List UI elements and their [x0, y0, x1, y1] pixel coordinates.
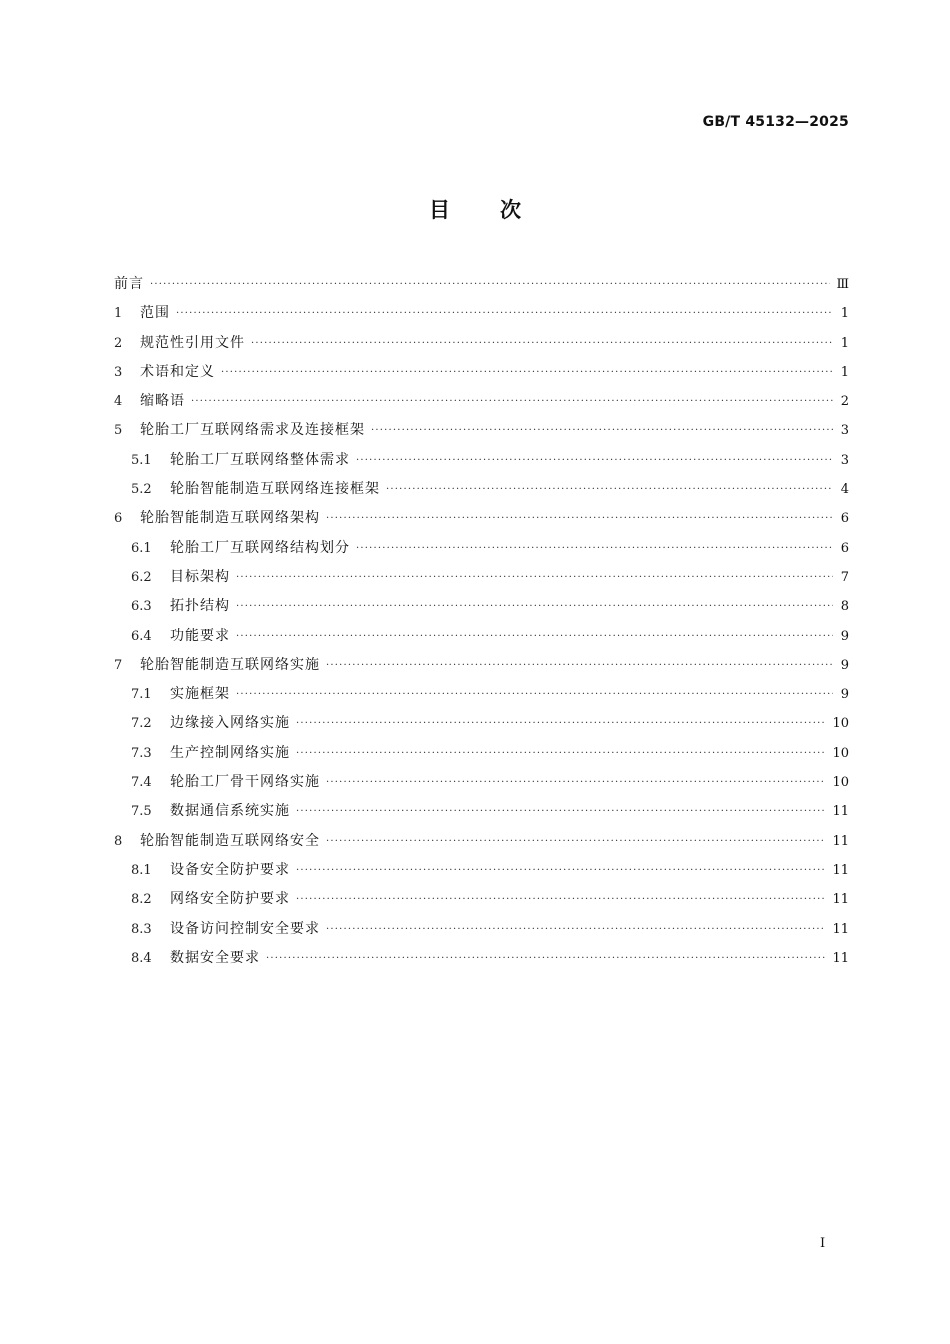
toc-entry-number: 7.4 [131, 775, 152, 791]
toc-entry-label: 边缘接入网络实施 [170, 715, 290, 732]
toc-entry-label: 拓扑结构 [170, 598, 230, 615]
toc-dot-leader [251, 329, 833, 358]
toc-entry-page: 3 [840, 452, 849, 468]
toc-entry-page: 6 [840, 540, 849, 556]
toc-entry[interactable] [114, 915, 849, 944]
page-title: 目次 [429, 198, 571, 222]
toc-entry-page: 1 [840, 306, 849, 322]
toc-entry[interactable] [114, 739, 849, 768]
toc-entry[interactable] [114, 885, 849, 914]
toc-entry-number: 2 [114, 335, 123, 351]
toc-dot-leader [221, 358, 833, 387]
toc-entry[interactable] [114, 651, 849, 680]
toc-entry[interactable] [114, 827, 849, 856]
toc-entry-number: 5 [114, 423, 123, 439]
toc-entry-label: 设备安全防护要求 [170, 861, 290, 878]
toc-entry-page: 9 [840, 657, 849, 673]
toc-entry-page: 10 [832, 716, 849, 732]
toc-entry-number: 8.4 [131, 950, 152, 966]
toc-entry-number: 8.2 [131, 892, 152, 908]
toc-entry-label: 目标架构 [170, 568, 230, 585]
toc-entry-label: 设备访问控制安全要求 [170, 920, 320, 937]
toc-dot-leader [356, 446, 833, 475]
toc-entry-number: 6.1 [131, 540, 152, 556]
toc-entry-number: 6 [114, 511, 123, 527]
toc-entry-label: 轮胎智能制造互联网络架构 [140, 510, 320, 527]
toc-entry[interactable] [114, 768, 849, 797]
toc-dot-leader [296, 856, 826, 885]
toc-entry[interactable] [114, 592, 849, 621]
toc-entry[interactable] [114, 270, 849, 299]
toc-entry[interactable] [114, 358, 849, 387]
toc-dot-leader [356, 534, 833, 563]
toc-dot-leader [236, 680, 833, 709]
table-of-contents [114, 270, 849, 973]
toc-dot-leader [176, 299, 833, 328]
standard-code: GB/T 45132—2025 [702, 114, 849, 130]
toc-dot-leader [326, 651, 833, 680]
toc-dot-leader [191, 387, 833, 416]
toc-entry-page: 6 [840, 511, 849, 527]
toc-entry[interactable] [114, 534, 849, 563]
toc-entry-number: 5.1 [131, 452, 152, 468]
toc-entry-label: 数据安全要求 [170, 949, 260, 966]
toc-entry[interactable] [114, 944, 849, 973]
toc-entry-label: 术语和定义 [140, 363, 215, 380]
toc-dot-leader [371, 416, 833, 445]
toc-entry-label: 缩略语 [140, 393, 185, 410]
toc-dot-leader [326, 768, 826, 797]
toc-entry-page: 10 [832, 745, 849, 761]
toc-entry-number: 8.1 [131, 862, 152, 878]
toc-entry-number: 5.2 [131, 482, 152, 498]
toc-entry[interactable] [114, 797, 849, 826]
toc-entry-label: 网络安全防护要求 [170, 891, 290, 908]
toc-entry-page: 11 [832, 950, 849, 966]
toc-entry-page: 11 [832, 892, 849, 908]
toc-entry-number: 6.4 [131, 628, 152, 644]
toc-dot-leader [386, 475, 833, 504]
toc-entry-number: 1 [114, 306, 123, 322]
toc-entry[interactable] [114, 416, 849, 445]
toc-dot-leader [326, 915, 826, 944]
toc-dot-leader [266, 944, 826, 973]
toc-entry[interactable] [114, 680, 849, 709]
toc-entry-number: 6.3 [131, 599, 152, 615]
toc-entry-page: 10 [832, 775, 849, 791]
toc-entry-number: 7.1 [131, 687, 152, 703]
toc-entry-page: 2 [840, 394, 849, 410]
toc-entry-number: 8 [114, 833, 123, 849]
toc-entry-label: 轮胎工厂互联网络需求及连接框架 [140, 422, 365, 439]
toc-entry-page: 11 [832, 862, 849, 878]
toc-dot-leader [326, 827, 826, 856]
toc-entry-page: 11 [832, 833, 849, 849]
toc-entry-number: 7.3 [131, 745, 152, 761]
toc-entry[interactable] [114, 622, 849, 651]
toc-entry-label: 生产控制网络实施 [170, 744, 290, 761]
toc-entry-label: 轮胎智能制造互联网络安全 [140, 832, 320, 849]
toc-dot-leader [326, 504, 833, 533]
toc-entry-label: 数据通信系统实施 [170, 803, 290, 820]
toc-dot-leader [236, 592, 833, 621]
toc-entry-page: 9 [840, 687, 849, 703]
toc-dot-leader [150, 270, 830, 299]
toc-entry[interactable] [114, 446, 849, 475]
toc-entry-number: 8.3 [131, 921, 152, 937]
toc-dot-leader [296, 885, 826, 914]
toc-entry[interactable] [114, 709, 849, 738]
toc-entry-label: 轮胎智能制造互联网络连接框架 [170, 481, 380, 498]
toc-entry-page: 4 [840, 482, 849, 498]
toc-entry-label: 功能要求 [170, 627, 230, 644]
toc-entry-page: 11 [832, 804, 849, 820]
toc-entry-number: 6.2 [131, 569, 152, 585]
footer-page-number: I [820, 1236, 826, 1251]
toc-entry-label: 轮胎工厂互联网络整体需求 [170, 451, 350, 468]
toc-entry-page: Ⅲ [836, 277, 849, 292]
toc-entry-label: 轮胎工厂骨干网络实施 [170, 774, 320, 791]
toc-dot-leader [296, 739, 826, 768]
toc-entry[interactable] [114, 475, 849, 504]
toc-entry-page: 3 [840, 423, 849, 439]
toc-entry-number: 4 [114, 394, 123, 410]
toc-entry-page: 1 [840, 364, 849, 380]
toc-entry[interactable] [114, 504, 849, 533]
toc-entry-label: 前言 [114, 276, 144, 292]
toc-entry-number: 3 [114, 364, 123, 380]
toc-entry-page: 1 [840, 335, 849, 351]
toc-entry-number: 7.2 [131, 716, 152, 732]
toc-entry[interactable] [114, 856, 849, 885]
toc-entry-page: 7 [840, 569, 849, 585]
toc-entry-label: 轮胎智能制造互联网络实施 [140, 656, 320, 673]
toc-entry-label: 规范性引用文件 [140, 334, 245, 351]
toc-entry-label: 范围 [140, 305, 170, 322]
toc-entry[interactable] [114, 387, 849, 416]
toc-dot-leader [236, 563, 833, 592]
toc-entry-page: 9 [840, 628, 849, 644]
toc-entry-number: 7 [114, 657, 123, 673]
toc-entry-page: 8 [840, 599, 849, 615]
toc-dot-leader [296, 797, 826, 826]
toc-entry[interactable] [114, 299, 849, 328]
toc-entry-label: 轮胎工厂互联网络结构划分 [170, 539, 350, 556]
toc-entry-page: 11 [832, 921, 849, 937]
toc-entry[interactable] [114, 329, 849, 358]
toc-dot-leader [296, 709, 826, 738]
toc-entry[interactable] [114, 563, 849, 592]
toc-entry-label: 实施框架 [170, 686, 230, 703]
toc-entry-number: 7.5 [131, 804, 152, 820]
toc-dot-leader [236, 622, 833, 651]
